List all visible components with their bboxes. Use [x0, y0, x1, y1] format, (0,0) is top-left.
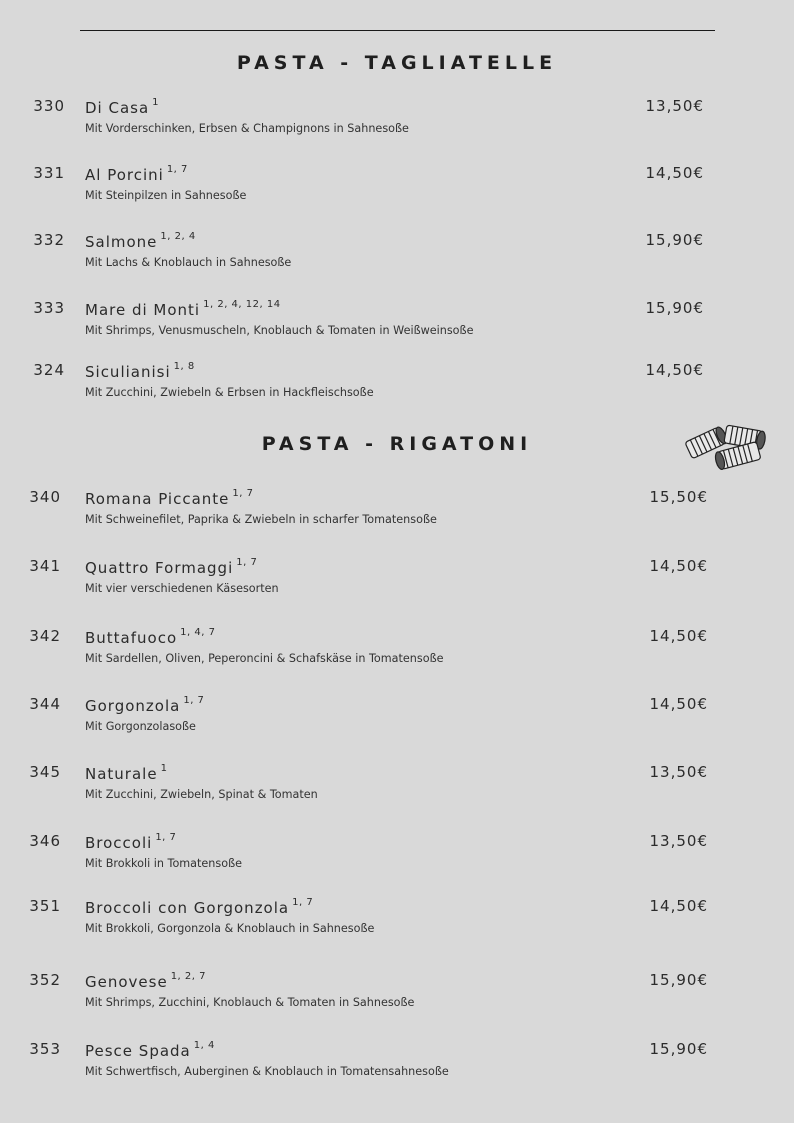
allergen-codes: 1, 2, 4, 12, 14 — [203, 299, 281, 310]
item-number: 345 — [29, 763, 61, 781]
item-description: Mit Brokkoli in Tomatensoße — [85, 857, 242, 870]
item-description: Mit vier verschiedenen Käsesorten — [85, 582, 279, 595]
item-name — [85, 557, 257, 577]
item-name-text: Broccoli — [85, 834, 153, 852]
item-price: 13,50€ — [649, 763, 708, 781]
item-name-text: Salmone — [85, 233, 158, 251]
item-price: 14,50€ — [645, 361, 704, 379]
item-number: 352 — [29, 971, 61, 989]
item-name-text: Mare di Monti — [85, 301, 201, 319]
allergen-codes: 1, 7 — [236, 557, 258, 568]
item-number: 331 — [33, 164, 65, 182]
item-name-text: Pesce Spada — [85, 1042, 191, 1060]
item-name-text: Al Porcini — [85, 166, 164, 184]
item-description: Mit Sardellen, Oliven, Peperoncini & Schafskäse in Tomatensoße — [85, 652, 444, 665]
item-description: Mit Zucchini, Zwiebeln, Spinat & Tomaten — [85, 788, 318, 801]
item-name-text: Di Casa — [85, 99, 150, 117]
item-description: Mit Brokkoli, Gorgonzola & Knoblauch in Sahnesoße — [85, 922, 375, 935]
allergen-codes: 1, 2, 7 — [170, 971, 206, 982]
item-name — [85, 164, 188, 184]
item-number: 353 — [29, 1040, 61, 1058]
item-number: 330 — [33, 97, 65, 115]
allergen-codes: 1 — [152, 97, 160, 108]
item-name — [85, 97, 159, 117]
item-name — [85, 627, 215, 647]
section-title-rigatoni: PASTA - RIGATONI — [261, 433, 533, 455]
item-price: 14,50€ — [649, 897, 708, 915]
item-number: 346 — [29, 832, 61, 850]
item-number: 344 — [29, 695, 61, 713]
item-name — [85, 231, 196, 251]
item-name-text: Quattro Formaggi — [85, 559, 234, 577]
item-number: 351 — [29, 897, 61, 915]
allergen-codes: 1, 7 — [155, 832, 177, 843]
menu-item — [0, 1040, 794, 1084]
item-description: Mit Schwertfisch, Auberginen & Knoblauch in Tomatensahnesoße — [85, 1065, 449, 1078]
item-name — [85, 763, 167, 783]
menu-item — [0, 97, 794, 141]
item-number: 342 — [29, 627, 61, 645]
item-name-text: Broccoli con Gorgonzola — [85, 899, 290, 917]
menu-item — [0, 695, 794, 739]
section-title-tagliatelle: PASTA - TAGLIATELLE — [236, 52, 558, 74]
allergen-codes: 1, 4 — [193, 1040, 215, 1051]
item-name-text: Romana Piccante — [85, 490, 230, 508]
item-name-text: Siculianisi — [85, 363, 171, 381]
item-description: Mit Vorderschinken, Erbsen & Champignons in Sahnesoße — [85, 122, 409, 135]
allergen-codes: 1, 7 — [166, 164, 188, 175]
item-description: Mit Schweinefilet, Paprika & Zwiebeln in scharfer Tomatensoße — [85, 513, 437, 526]
menu-item — [0, 971, 794, 1015]
item-name — [85, 971, 206, 991]
top-divider — [80, 30, 715, 31]
allergen-codes: 1, 8 — [173, 361, 195, 372]
item-description: Mit Shrimps, Zucchini, Knoblauch & Tomaten in Sahnesoße — [85, 996, 415, 1009]
menu-item — [0, 361, 794, 405]
item-description: Mit Shrimps, Venusmuscheln, Knoblauch & Tomaten in Weißweinsoße — [85, 324, 474, 337]
allergen-codes: 1, 7 — [232, 488, 254, 499]
item-price: 15,90€ — [645, 231, 704, 249]
item-price: 14,50€ — [649, 627, 708, 645]
item-name — [85, 832, 176, 852]
allergen-codes: 1, 2, 4 — [160, 231, 196, 242]
item-price: 13,50€ — [649, 832, 708, 850]
item-price: 15,90€ — [649, 971, 708, 989]
menu-item — [0, 627, 794, 671]
item-number: 332 — [33, 231, 65, 249]
menu-item — [0, 488, 794, 532]
item-number: 341 — [29, 557, 61, 575]
item-name — [85, 488, 253, 508]
item-description: Mit Lachs & Knoblauch in Sahnesoße — [85, 256, 292, 269]
allergen-codes: 1, 7 — [183, 695, 205, 706]
item-price: 15,50€ — [649, 488, 708, 506]
item-price: 15,90€ — [649, 1040, 708, 1058]
item-number: 333 — [33, 299, 65, 317]
item-price: 14,50€ — [649, 557, 708, 575]
item-name — [85, 299, 281, 319]
item-number: 340 — [29, 488, 61, 506]
menu-item — [0, 557, 794, 601]
item-description: Mit Steinpilzen in Sahnesoße — [85, 189, 247, 202]
item-number: 324 — [33, 361, 65, 379]
allergen-codes: 1, 7 — [292, 897, 314, 908]
allergen-codes: 1 — [160, 763, 168, 774]
item-name-text: Buttafuoco — [85, 629, 178, 647]
menu-item — [0, 897, 794, 941]
menu-item — [0, 299, 794, 343]
menu-item — [0, 763, 794, 807]
item-price: 13,50€ — [645, 97, 704, 115]
rigatoni-pasta-icon — [683, 418, 773, 470]
item-name-text: Naturale — [85, 765, 158, 783]
item-price: 14,50€ — [649, 695, 708, 713]
item-name — [85, 897, 313, 917]
item-name — [85, 695, 204, 715]
item-name — [85, 1040, 215, 1060]
item-price: 15,90€ — [645, 299, 704, 317]
item-name — [85, 361, 195, 381]
menu-item — [0, 231, 794, 275]
menu-item — [0, 832, 794, 876]
menu-item — [0, 164, 794, 208]
item-description: Mit Gorgonzolasoße — [85, 720, 196, 733]
item-description: Mit Zucchini, Zwiebeln & Erbsen in Hackfleischsoße — [85, 386, 374, 399]
item-price: 14,50€ — [645, 164, 704, 182]
item-name-text: Gorgonzola — [85, 697, 181, 715]
item-name-text: Genovese — [85, 973, 168, 991]
allergen-codes: 1, 4, 7 — [180, 627, 216, 638]
